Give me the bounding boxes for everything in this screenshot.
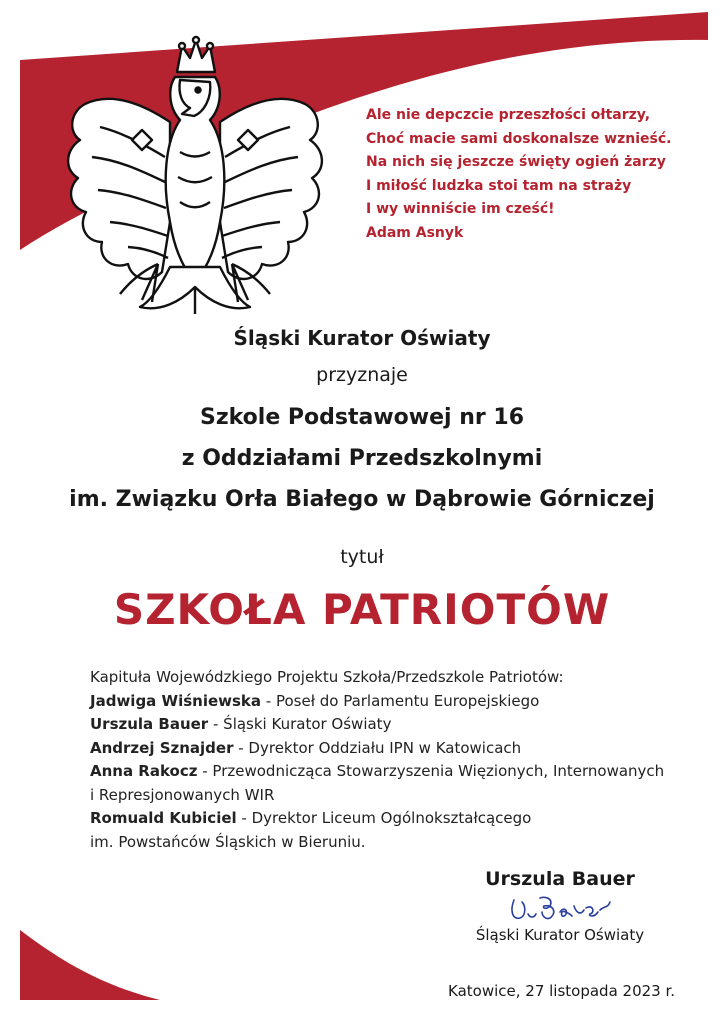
award-verb: przyznaje [316, 364, 408, 386]
quote-line: Na nich się jeszcze święty ogień żarzy [366, 154, 666, 170]
award-title: SZKOŁA PATRIOTÓW [113, 585, 611, 634]
quote-line: I wy winniście im cześć! [366, 201, 555, 217]
committee-member [90, 807, 690, 831]
signer-role: Śląski Kurator Oświaty [475, 926, 645, 944]
poem-quote [366, 104, 706, 245]
member-role: - Dyrektor Liceum Ogólnokształcącego [236, 809, 532, 827]
member-role-continued: i Represjonowanych WIR [90, 785, 275, 804]
quote-line: Choć macie sami doskonalsze wznieść. [366, 130, 672, 147]
quote-line: I miłość ludzka stoi tam na straży [366, 177, 632, 194]
recipient-school [0, 397, 724, 520]
school-line: z Oddziałami Przedszkolnymi [181, 446, 543, 471]
school-line: Szkole Podstawowej nr 16 [199, 405, 525, 430]
committee-member [90, 713, 690, 737]
bottom-red-corner [20, 930, 160, 1000]
committee-list [90, 666, 690, 854]
school-line: im. Związku Orła Białego w Dąbrowie Górniczej [69, 487, 655, 512]
member-name: Romuald Kubiciel [90, 809, 237, 827]
member-name: Andrzej Sznajder [90, 738, 234, 757]
quote-author: Adam Asnyk [366, 224, 464, 241]
committee-member [90, 737, 690, 761]
member-role: - Dyrektor Oddziału IPN w Katowicach [233, 738, 522, 757]
member-name: Urszula Bauer [90, 715, 209, 733]
issuer-title: Śląski Kurator Oświaty [233, 326, 491, 350]
white-eagle-emblem-icon [40, 32, 350, 322]
member-name: Anna Rakocz [90, 762, 198, 780]
handwritten-signature-icon [500, 892, 620, 926]
member-role-continued: im. Powstańców Śląskich w Bieruniu. [90, 832, 366, 851]
member-name: Jadwiga Wiśniewska [90, 691, 262, 710]
signer-name: Urszula Bauer [485, 868, 635, 890]
signature-block [440, 868, 680, 944]
member-role: - Poseł do Parlamentu Europejskiego [261, 691, 540, 710]
committee-member [90, 690, 690, 714]
quote-line: Ale nie depczcie przeszłości ołtarzy, [366, 107, 651, 123]
issue-date: Katowice, 27 listopada 2023 r. [448, 982, 676, 1000]
member-role: - Śląski Kurator Oświaty [208, 715, 392, 733]
title-label: tytuł [340, 546, 384, 568]
committee-heading: Kapituła Wojewódzkiego Projektu Szkoła/Przedszkole Patriotów: [90, 668, 564, 686]
member-role: - Przewodnicząca Stowarzyszenia Więzionych, Internowanych [197, 762, 665, 780]
committee-member [90, 760, 690, 784]
